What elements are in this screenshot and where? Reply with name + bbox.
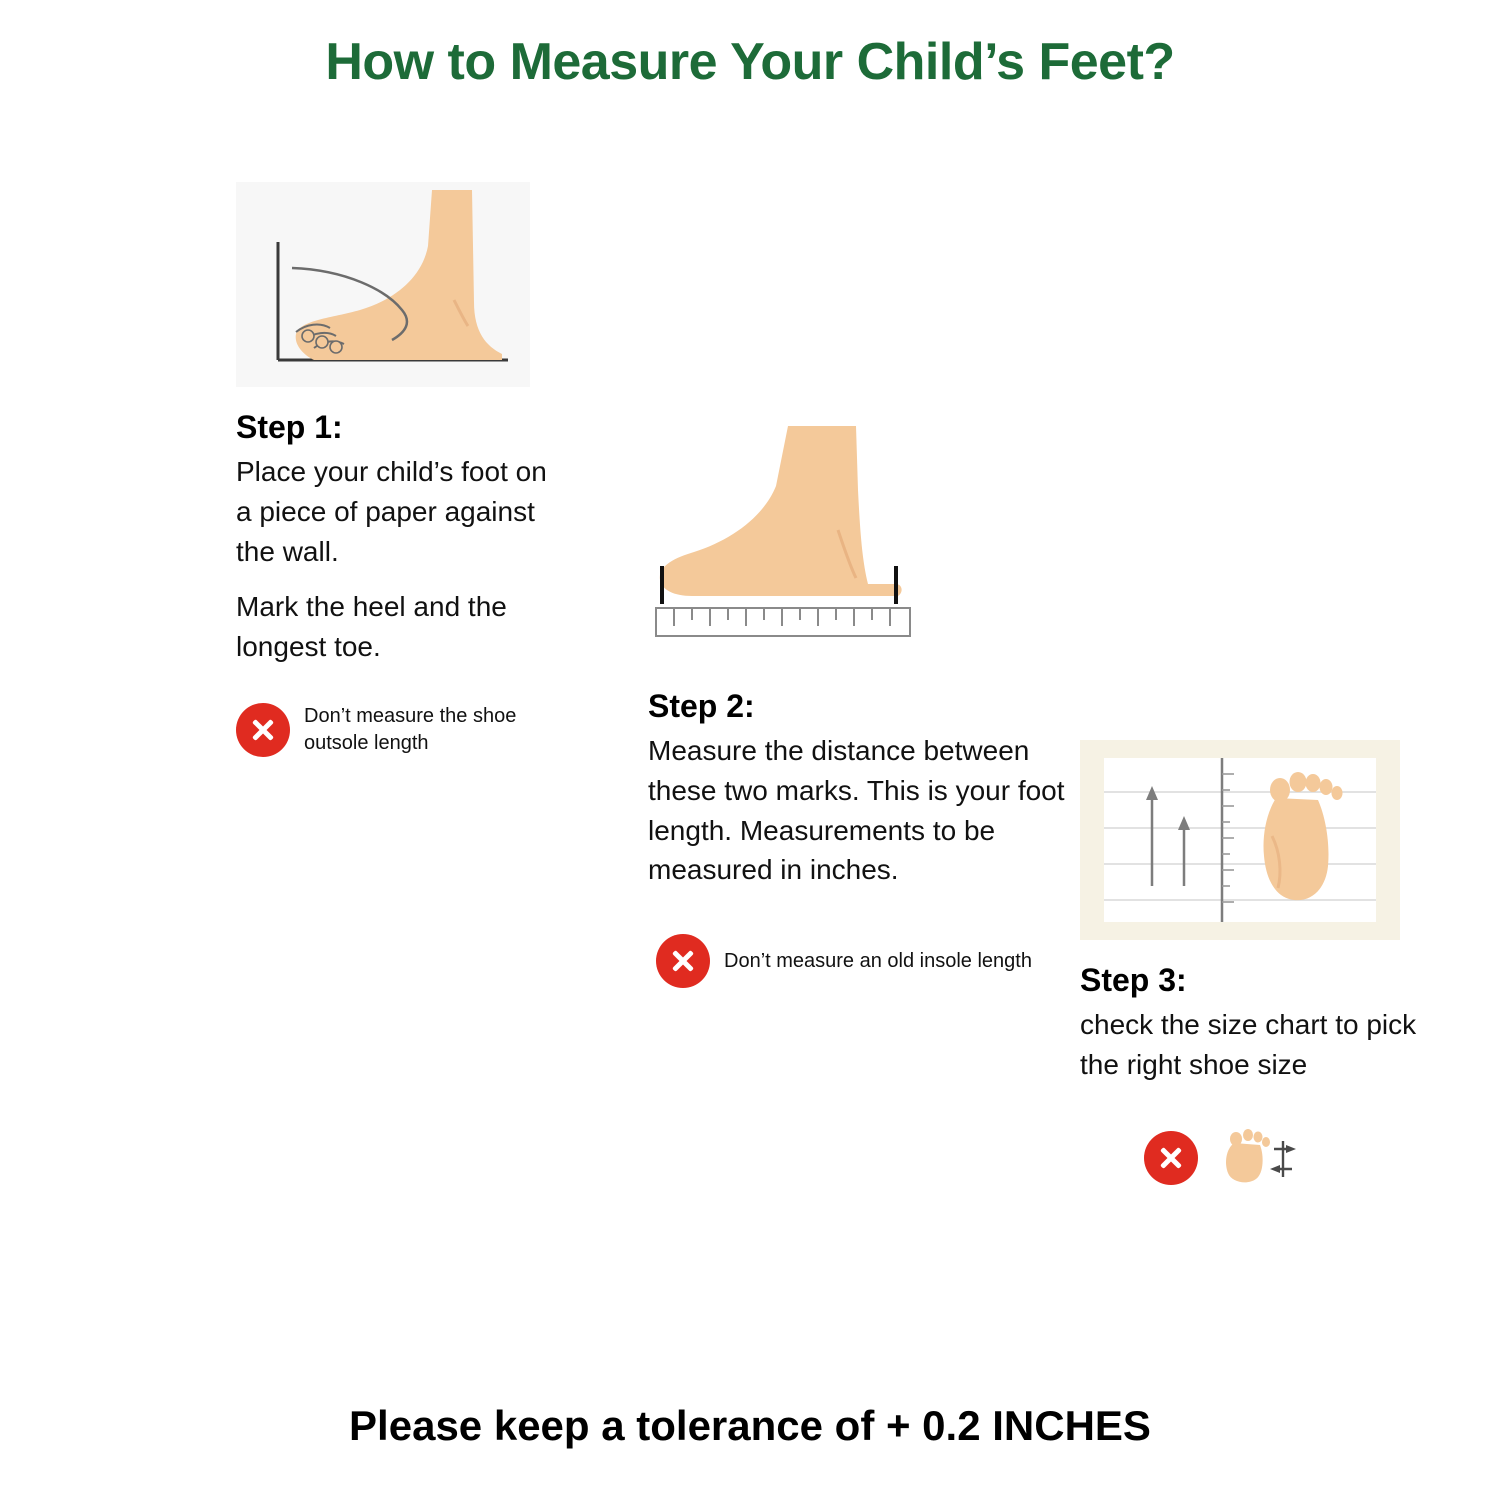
page-title: How to Measure Your Child’s Feet? (325, 33, 1175, 91)
step-2-line-1: Measure the distance between these two marks. This is your foot length. Measurements to be measured in inches. (648, 735, 1065, 886)
footprint-on-grid-illustration (1080, 740, 1400, 940)
step-3-heading: Step 3: (1080, 962, 1187, 998)
step-2-body (648, 731, 1078, 890)
foot-with-arrows-icon (1212, 1125, 1304, 1192)
step-1-text (236, 409, 566, 667)
cross-icon (1144, 1131, 1198, 1185)
step-3-block (1080, 740, 1420, 1192)
step-2-block (648, 420, 1078, 988)
step-1-warning-text: Don’t measure the shoe outsole length (304, 704, 517, 754)
step-1-block (236, 182, 566, 757)
step-1-line-1: Place your child’s foot on a piece of paper against the wall. (236, 456, 547, 567)
step-3-warning (1144, 1125, 1420, 1192)
step-3-text (1080, 962, 1420, 1085)
step-2-warning-text: Don’t measure an old insole length (724, 949, 1032, 972)
step-3-line-1: check the size chart to pick the right shoe size (1080, 1009, 1417, 1080)
step-1-body (236, 452, 566, 667)
cross-icon (656, 934, 710, 988)
step-1-heading: Step 1: (236, 409, 343, 445)
step-2-text (648, 688, 1078, 890)
step-2-warning (656, 934, 1078, 988)
step-2-heading: Step 2: (648, 688, 755, 724)
step-1-warning (236, 703, 566, 757)
step-1-line-2: Mark the heel and the longest toe. (236, 591, 507, 662)
foot-against-wall-illustration (236, 182, 530, 387)
step-3-body (1080, 1005, 1420, 1085)
foot-on-ruler-illustration (648, 420, 948, 660)
cross-icon (236, 703, 290, 757)
tolerance-note: Please keep a tolerance of + 0.2 INCHES (349, 1402, 1151, 1449)
